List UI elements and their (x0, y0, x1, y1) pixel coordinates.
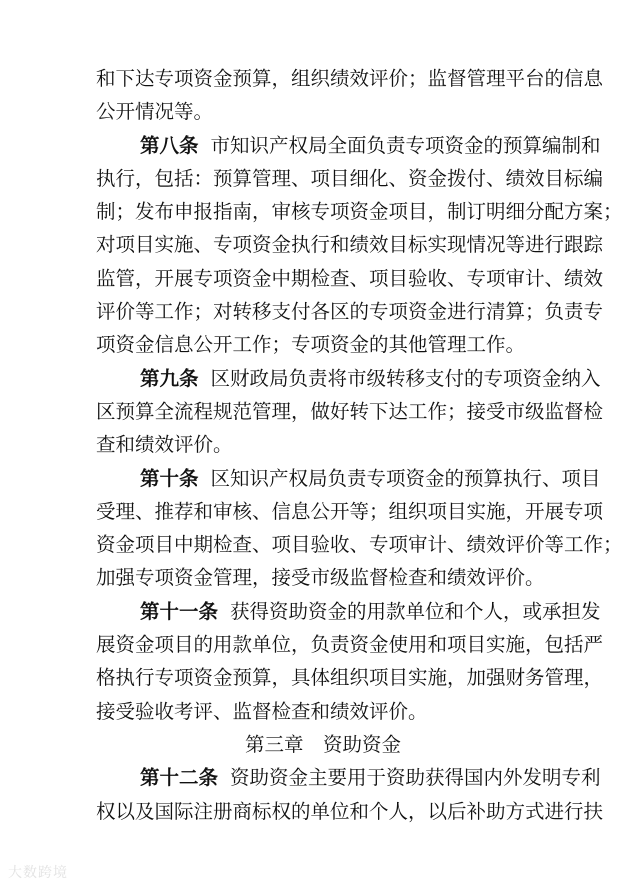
text-line (96, 62, 604, 95)
text-line (96, 695, 550, 728)
text-line (96, 628, 604, 661)
text-line (96, 129, 601, 162)
chapter-heading (96, 728, 550, 761)
text-line (96, 362, 601, 395)
text-line (96, 462, 601, 495)
text-line (96, 761, 601, 794)
line-text: 制；发布申报指南，审核专项资金项目，制订明细分配方案； (96, 200, 623, 224)
line-text: 接受验收考评、监督检查和绩效评价。 (96, 699, 428, 723)
watermark-logo: 大数跨境 (8, 865, 68, 881)
text-line (96, 661, 604, 694)
line-text: 格执行专项资金预算，具体组织项目实施，加强财务管理， (96, 666, 604, 690)
line-text: 资金项目中期检查、项目验收、专项审计、绩效评价等工作； (96, 533, 623, 557)
line-text: 和下达专项资金预算，组织绩效评价；监督管理平台的信息 (96, 67, 604, 90)
article-label: 第十一条 (140, 599, 219, 623)
text-line (96, 295, 604, 328)
text-line (96, 428, 550, 461)
text-line (96, 162, 604, 195)
line-text: 市知识产权局全面负责专项资金的预算编制和 (210, 133, 601, 157)
line-text: 区知识产权局负责专项资金的预算执行、项目 (210, 466, 601, 490)
text-line (96, 195, 623, 228)
line-text: 查和绩效评价。 (96, 433, 233, 457)
text-line (96, 595, 601, 628)
line-text: 第三章 资助资金 (244, 732, 401, 756)
text-line (96, 395, 604, 428)
text-line (96, 528, 623, 561)
article-label: 第十二条 (140, 766, 219, 790)
line-text: 权以及国际注册商标权的单位和个人，以后补助方式进行扶 (96, 799, 604, 823)
line-text: 加强专项资金管理，接受市级监督检查和绩效评价。 (96, 566, 545, 590)
line-text: 获得资助资金的用款单位和个人，或承担发 (230, 599, 601, 623)
line-text: 项资金信息公开工作；专项资金的其他管理工作。 (96, 333, 526, 357)
line-text: 评价等工作；对转移支付各区的专项资金进行清算；负责专 (96, 300, 604, 324)
text-line (96, 795, 604, 828)
document-page (96, 62, 623, 828)
line-text: 资助资金主要用于资助获得国内外发明专利 (230, 766, 601, 790)
line-text: 区财政局负责将市级转移支付的专项资金纳入 (210, 366, 601, 390)
line-text: 监管，开展专项资金中期检查、项目验收、专项审计、绩效 (96, 266, 604, 290)
line-text: 执行，包括：预算管理、项目细化、资金拨付、绩效目标编 (96, 166, 604, 190)
line-text: 区预算全流程规范管理，做好转下达工作；接受市级监督检 (96, 399, 604, 423)
text-line (96, 95, 550, 128)
line-text: 展资金项目的用款单位，负责资金使用和项目实施，包括严 (96, 633, 604, 657)
text-line (96, 561, 550, 594)
text-line (96, 328, 550, 361)
line-text: 受理、推荐和审核、信息公开等；组织项目实施，开展专项 (96, 499, 604, 523)
article-label: 第十条 (140, 466, 199, 490)
article-label: 第九条 (140, 366, 199, 390)
text-line (96, 228, 604, 261)
article-label: 第八条 (140, 133, 199, 157)
line-text: 公开情况等。 (96, 100, 214, 124)
text-line (96, 495, 604, 528)
line-text: 对项目实施、专项资金执行和绩效目标实现情况等进行跟踪 (96, 233, 604, 257)
text-line (96, 262, 604, 295)
